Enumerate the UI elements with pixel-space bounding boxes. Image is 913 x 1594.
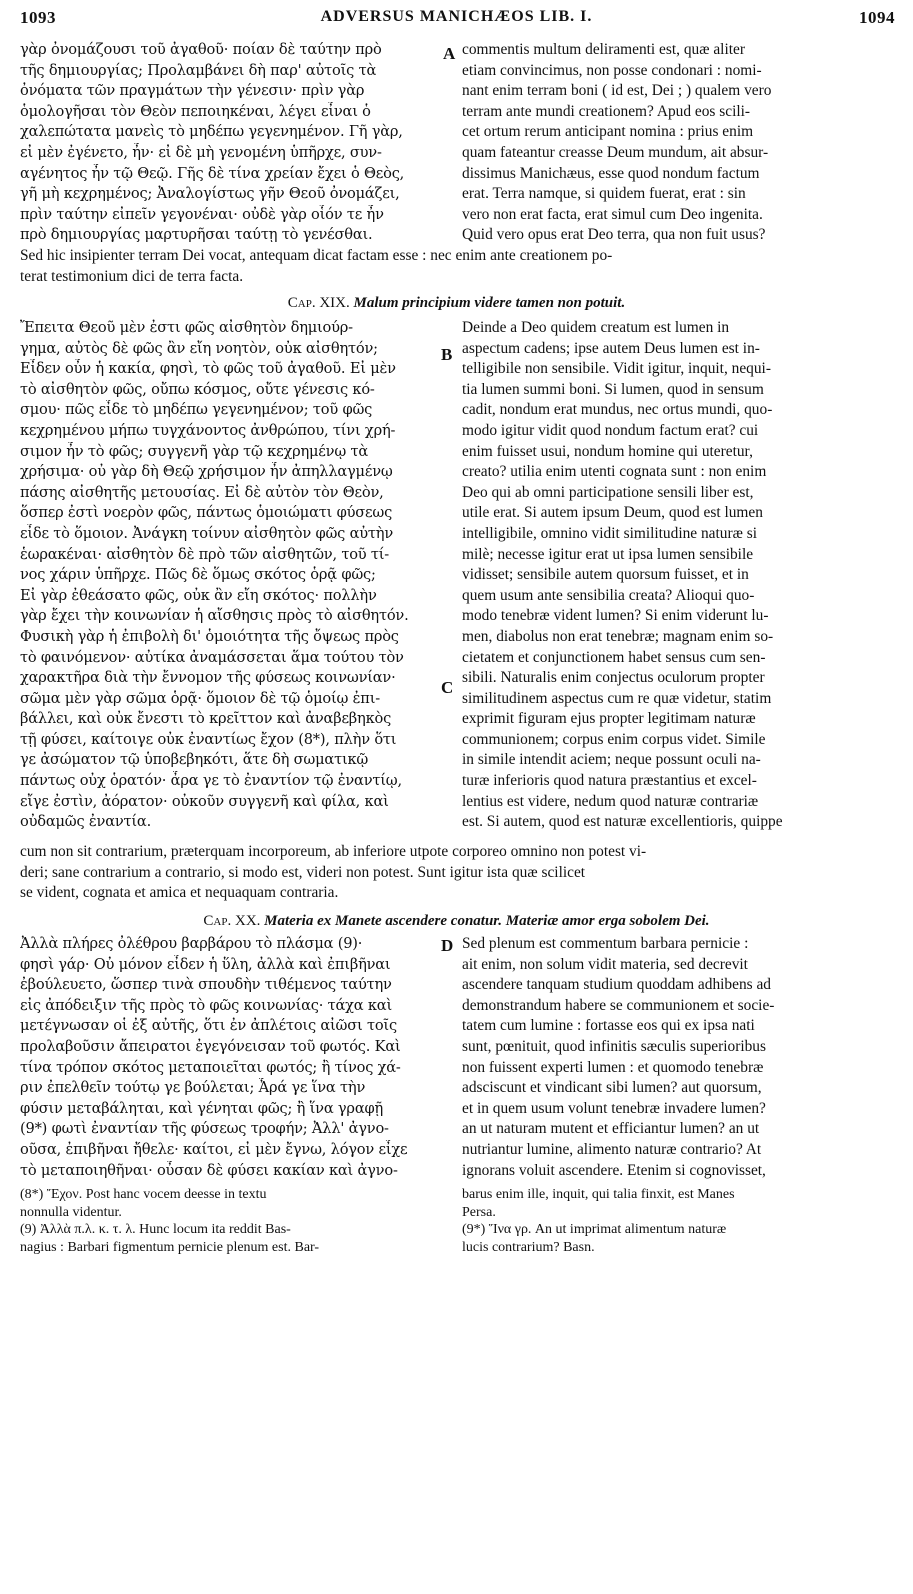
latin-text-line: sibili. Naturalis enim conjectus oculorum propter — [462, 669, 765, 687]
greek-text-line: Εἰ γὰρ ἐθεάσατο φῶς, οὐκ ἂν εἴη σκότος· πολλὴν — [20, 586, 377, 604]
greek-text-line: πρὶν ταύτην εἰπεῖν γεγονέναι· οὐδὲ γὰρ οἷόν τε ἦν — [20, 205, 384, 223]
latin-text-line: Deo qui ab omni participatione sensili liber est, — [462, 483, 754, 501]
latin-text-line: aspectum cadens; ipse autem Deus lumen est in- — [462, 339, 760, 357]
greek-column-section2 — [20, 318, 440, 833]
running-title: ADVERSUS MANICHÆOS LIB. I. — [320, 8, 593, 25]
chapter-20-title: Materia ex Manete ascendere conatur. Materiæ amor erga sobolem Dei. — [264, 913, 710, 929]
greek-text-line: τὸ αἰσθητὸν φῶς, οὔπω κόσμος, οὔτε γένεσις κό- — [20, 380, 375, 398]
greek-text-line: εἰ μὲν ἐγένετο, ἦν· εἰ δὲ μὴ γενομένη ὑπῆρχε, συν- — [20, 143, 382, 161]
greek-text-line: χαλεπώτατα μανεὶς τὸ μηδέπω γεγενημένον. Γῆ γὰρ, — [20, 123, 403, 141]
latin-text-line: modo igitur vidit quod nondum factum erat? cui — [462, 421, 759, 439]
latin-fullwidth-section2 — [20, 842, 895, 904]
latin-text-line: exprimit figuram ejus propter legitimam naturæ — [462, 710, 756, 728]
footnotes-left — [20, 1186, 440, 1256]
latin-text-line: similitudinem aspectus cum re quæ videtur, statim — [462, 689, 772, 707]
latin-text-line: communionem; corpus enim corpus videt. Simile — [462, 730, 766, 748]
latin-text-line: modo tenebræ vident lumen? Si enim viderunt lu- — [462, 607, 769, 625]
greek-text-line: Ἔπειτα Θεοῦ μὲν ἐστι φῶς αἰσθητὸν δημιούρ- — [20, 319, 353, 336]
greek-text-line: γὰρ ἔχει τὴν κοινωνίαν ἡ αἴσθησις πρὸς τὸ αἰσθητόν. — [20, 607, 409, 625]
greek-text-line: γὰρ ὀνομάζουσι τοῦ ἀγαθοῦ· ποίαν δὲ ταύτην πρὸ — [20, 41, 382, 58]
greek-text-line: σμου· πῶς εἶδε τὸ μηδέπω γεγενημένον; τοῦ φῶς — [20, 401, 373, 419]
footnote-line: (9*) Ἵνα γρ. An ut imprimat alimentum naturæ — [462, 1222, 727, 1237]
greek-text-line: πάσης αἰσθητῆς μετουσίας. Εἰ δὲ αὐτὸν τὸν Θεὸν, — [20, 483, 384, 501]
latin-text-line: erat. Terra namque, si quidem fuerat, erat : sin — [462, 185, 746, 203]
greek-column-section3 — [20, 934, 440, 1181]
latin-text-line: intelligibile, omnino vidit similitudine naturæ si — [462, 524, 757, 542]
latin-fullwidth-section1 — [20, 246, 895, 287]
greek-text-line: Εἶδεν οὖν ἡ κακία, φησὶ, τὸ φῶς τοῦ ἀγαθοῦ. Εἰ μὲν — [20, 360, 396, 378]
greek-text-line: γε ἀσώματον τῷ ὑποβεβηκότι, ἅτε δὴ σωματικῷ — [20, 751, 369, 769]
greek-text-line: ὁμολογῆσαι τὸν Θεὸν πεποιηκέναι, λέγει εἶναι ὁ — [20, 102, 371, 120]
footnote-line: lucis contrarium? Basn. — [462, 1239, 595, 1255]
latin-text-line: quam fateantur creasse Deum mundum, ait absur- — [462, 143, 769, 161]
latin-text-line: Deinde a Deo quidem creatum est lumen in — [462, 319, 730, 336]
greek-text-line: σιμον ἦν τὸ φῶς; συγγενῆ γὰρ τῷ κεχρημένῳ τὰ — [20, 442, 368, 460]
greek-text-line: εἴγε ἐστὶν, ἀόρατον· οὐκοῦν συγγενῆ καὶ φίλα, καὶ — [20, 792, 389, 810]
margin-marker-d: D — [441, 936, 454, 955]
latin-text-line: adsciscunt et vindicant sibi lumen? aut quorsum, — [462, 1079, 762, 1097]
latin-text-line: ait enim, non solum vidit materia, sed decrevit — [462, 955, 748, 973]
greek-text-line: μετέγνωσαν οἱ ἐξ αὐτῆς, ὅτι ἐν ἀπλέτοις αἰῶσι τοῖς — [20, 1017, 397, 1035]
latin-text-line: vero non erat facta, erat simul cum Deo ingenita. — [462, 205, 763, 223]
latin-text-line: se vident, cognata et amica et nequaquam contraria. — [20, 884, 339, 902]
latin-text-line: Quid vero opus erat Deo terra, qua non fuit usus? — [462, 226, 766, 244]
greek-text-line: τῇ φύσει, καίτοιγε οὐκ ἐναντίως ἔχον (8*), πλὴν ὅτι — [20, 730, 397, 748]
greek-text-line: εἶδε τὸ ὅμοιον. Ἀνάγκη τοίνυν αἰσθητὸν φῶς αὐτὴν — [20, 524, 393, 542]
greek-text-line: χαρακτῆρα διὰ τὴν ἔννομον τῆς φύσεως κοινωνίαν· — [20, 669, 396, 687]
chapter-19-number: Cap. XIX. — [287, 295, 350, 311]
latin-text-line: non fuissent experti lumen : et quomodo tenebræ — [462, 1058, 764, 1076]
latin-text-line: cet ortum rerum anticipant nomina : prius enim — [462, 123, 754, 141]
greek-text-line: προλαβοῦσιν ἄπειρατοι ἐγεγόνεισαν τοῦ φωτός. Καὶ — [20, 1037, 401, 1055]
footnote-line: barus enim ille, inquit, qui talia finxit, est Manes — [462, 1187, 735, 1202]
footnote-line: nonnulla videntur. — [20, 1204, 122, 1220]
footnotes-right — [462, 1186, 897, 1256]
latin-text-line: est. Si autem, quod est naturæ excellentioris, quippe — [462, 813, 783, 831]
greek-text-line: ἐβούλευετο, ὥσπερ τινὰ σπουδὴν τιθέμενος ταύτην — [20, 976, 392, 994]
latin-text-line: sunt, pœnituit, quod infinitis sæculis superioribus — [462, 1037, 766, 1055]
greek-column-section1 — [20, 40, 440, 246]
greek-text-line: σῶμα μὲν γὰρ σῶμα ὁρᾷ· ὅμοιον δὲ τῷ ὁμοίῳ ἐπι- — [20, 689, 380, 707]
latin-text-line: enim fuisset usui, nondum homine qui uteretur, — [462, 442, 753, 460]
latin-text-line: terram ante mundi creationem? Apud eos scili- — [462, 102, 751, 120]
greek-text-line: τίνα τρόπον σκότος μεταποιεῖται φωτός; ἢ τίνος χά- — [20, 1058, 401, 1076]
latin-text-line: commentis multum deliramenti est, quæ aliter — [462, 41, 745, 58]
latin-text-line: cietatem et conjunctionem habet sensus cum sen- — [462, 648, 766, 666]
greek-text-line: ὀνόματα τῶν πραγμάτων τὴν γένεσιν· πρὶν γὰρ — [20, 82, 365, 100]
latin-text-line: an ut naturam mutent et efficiantur lumen? an ut — [462, 1120, 760, 1138]
greek-text-line: χρήσιμα· οὐ γὰρ δὴ Θεῷ χρήσιμον ἦν ἀπηλλαγμένῳ — [20, 463, 393, 481]
greek-text-line: ριν ἐπελθεῖν τούτῳ γε βούλεται; Ἆρά γε ἵνα τὴν — [20, 1079, 366, 1097]
greek-text-line: (9*) φωτὶ ἐναντίαν τῆς φύσεως τροφήν; Ἀλλ' ἀγνο- — [20, 1120, 389, 1138]
chapter-20-heading — [0, 910, 913, 932]
greek-text-line: τὸ μεταποιηθῆναι· οὖσαν δὲ φύσει κακίαν καὶ ἀγνο- — [20, 1161, 398, 1179]
greek-text-line: φύσιν μεταβάληται, καὶ γένηται φῶς; ἢ ἵνα γραφῇ — [20, 1099, 384, 1117]
greek-text-line: Φυσικὴ γὰρ ἡ ἐπιβολὴ δι' ὁμοιότητα τῆς ὄψεως πρὸς — [20, 627, 399, 645]
latin-text-line: ascendere tanquam studium quoddam adhibens ad — [462, 976, 772, 994]
latin-text-line: et in quem usum volunt tenebræ invadere lumen? — [462, 1099, 766, 1117]
greek-text-line: βάλλει, καὶ οὐκ ἔνεστι τὸ κρεῖττον καὶ ἀναβεβηκὸς — [20, 710, 392, 728]
latin-text-line: turæ inferioris quod natura præstantius et excel- — [462, 772, 757, 790]
latin-text-line: ignorans voluit ascendere. Etenim si cognovisset, — [462, 1161, 766, 1179]
greek-text-line: τῆς δημιουργίας; Προλαμβάνει δὴ παρ' αὐτοῖς τὰ — [20, 61, 377, 79]
latin-text-line: tia lumen summi boni. Si lumen, quod in sensum — [462, 380, 764, 398]
latin-text-line: quem usum ante sensibilia creata? Alioqui quo- — [462, 586, 755, 604]
latin-text-line: dissimus Manichæus, esse quod nondum factum — [462, 164, 760, 182]
greek-text-line: οῦσα, ἐπιβῆναι ἤθελε· καίτοι, εἰ μὲν ἔγνω, λόγον εἶχε — [20, 1140, 408, 1158]
latin-column-section2 — [462, 318, 897, 833]
footnote-line: (8*) Ἔχον. Post hanc vocem deesse in textu — [20, 1187, 267, 1202]
margin-marker-a: A — [443, 44, 456, 63]
latin-text-line: milè; necesse igitur erat ut ipsa lumen sensibile — [462, 545, 754, 563]
greek-text-line: τὸ φαινόμενον· αὐτίκα ἀναμάσσεται ἅμα τούτου τὸν — [20, 648, 404, 666]
footnote-line: nagius : Barbari figmentum pernicie plenum est. Bar- — [20, 1239, 320, 1255]
greek-text-line: φησὶ γάρ· Οὐ μόνον εἶδεν ἡ ὕλη, ἀλλὰ καὶ ἐπιβῆναι — [20, 955, 391, 973]
latin-text-line: Sed plenum est commentum barbara pernicie : — [462, 935, 749, 952]
greek-text-line: ἑωρακέναι· αἰσθητὸν δὲ πρὸ τῶν αἰσθητῶν, τοῦ τί- — [20, 545, 390, 563]
margin-marker-c: C — [441, 678, 454, 697]
latin-text-line: tatem cum lumine : fortasse eos qui ex ipsa nati — [462, 1017, 755, 1035]
greek-text-line: οὐδαμῶς ἐναντία. — [20, 813, 152, 831]
latin-column-section1 — [462, 40, 897, 246]
latin-text-line: deri; sane contrarium a contrario, si modo est, videri non potest. Sunt igitur ista quæ scilicet — [20, 863, 586, 881]
greek-text-line: κεχρημένου μήπω τυγχάνοντος ἀνθρώπου, τίνι χρή- — [20, 421, 396, 439]
greek-text-line: γημα, αὐτὸς δὲ φῶς ἂν εἴη νοητὸν, οὐκ αἰσθητόν; — [20, 339, 378, 357]
greek-text-line: εἰς ἀπόδειξιν τῆς πρὸς τὸ φῶς κοινωνίας· τάχα καὶ — [20, 996, 392, 1014]
chapter-19-title: Malum principium videre tamen non potuit. — [353, 295, 626, 311]
footnote-line: Persa. — [462, 1204, 496, 1220]
latin-text-line: demonstrandum habere se communionem et socie- — [462, 996, 775, 1014]
greek-text-line: ὅσπερ ἐστὶ νοερὸν φῶς, πάντως ὁμοιώματι φύσεως — [20, 504, 393, 522]
latin-text-line: nutriantur lumine, alimento naturæ contrario? At — [462, 1140, 762, 1158]
latin-text-line: cum non sit contrarium, præterquam incorporeum, ab inferiore utpote corporeo omnino non potest vi- — [20, 843, 647, 860]
chapter-20-number: Cap. XX. — [203, 913, 261, 929]
margin-marker-b: B — [441, 345, 453, 364]
latin-text-line: Sed hic insipienter terram Dei vocat, antequam dicat factam esse : nec enim ante creationem po- — [20, 247, 613, 264]
latin-text-line: in simile intendit aciem; neque possunt oculi na- — [462, 751, 761, 769]
latin-text-line: nant enim terram boni ( id est, Dei ; ) qualem vero — [462, 82, 772, 100]
greek-text-line: αγένητος ἦν τῷ Θεῷ. Γῆς δὲ τίνα χρείαν ἔχει ὁ Θεὸς, — [20, 164, 405, 182]
latin-text-line: terat testimonium dici de terra facta. — [20, 267, 244, 285]
latin-text-line: telligibile non sensibile. Vidit igitur, inquit, nequi- — [462, 360, 771, 378]
chapter-19-heading — [0, 292, 913, 314]
latin-text-line: lentius est videre, nedum quod naturæ contrariæ — [462, 792, 759, 810]
greek-text-line: Ἀλλὰ πλήρες ὀλέθρου βαρβάρου τὸ πλάσμα (9)· — [20, 935, 363, 952]
greek-text-line: νος χάριν ὑπῆρχε. Πῶς δὲ ὅμως σκότος ὁρᾷ φῶς; — [20, 566, 376, 584]
greek-text-line: πάντως οὐχ ὁρατόν· ἆρα γε τὸ ἐναντίον τῷ ἐναντίῳ, — [20, 772, 402, 790]
left-page-number: 1093 — [20, 8, 56, 27]
footnote-line: (9) Ἀλλὰ π.λ. κ. τ. λ. Hunc locum ita reddit Bas- — [20, 1222, 291, 1237]
latin-text-line: utile erat. Si autem ipsum Deum, quod est lumen — [462, 504, 763, 522]
latin-column-section3 — [462, 934, 897, 1181]
latin-text-line: vidisset; sensibile autem quorsum fuisset, et in — [462, 566, 749, 584]
greek-text-line: γῆ μὴ κεχρημένος; Ἀναλογίστως γῆν Θεοῦ ὀνομάζει, — [20, 185, 400, 203]
latin-text-line: cadit, nondum erat mundus, nec ortus mundi, quo- — [462, 401, 773, 419]
latin-text-line: creato? utilia enim utenti cognata sunt : non enim — [462, 463, 767, 481]
right-page-number: 1094 — [859, 8, 895, 27]
latin-text-line: men, diabolus non erat tenebræ; magnam enim so- — [462, 627, 774, 645]
latin-text-line: etiam convincimus, non posse condonari : nomi- — [462, 61, 762, 79]
greek-text-line: πρὸ δημιουργίας μαρτυρῆσαι ταύτῃ τὸ γενέσθαι. — [20, 226, 373, 244]
